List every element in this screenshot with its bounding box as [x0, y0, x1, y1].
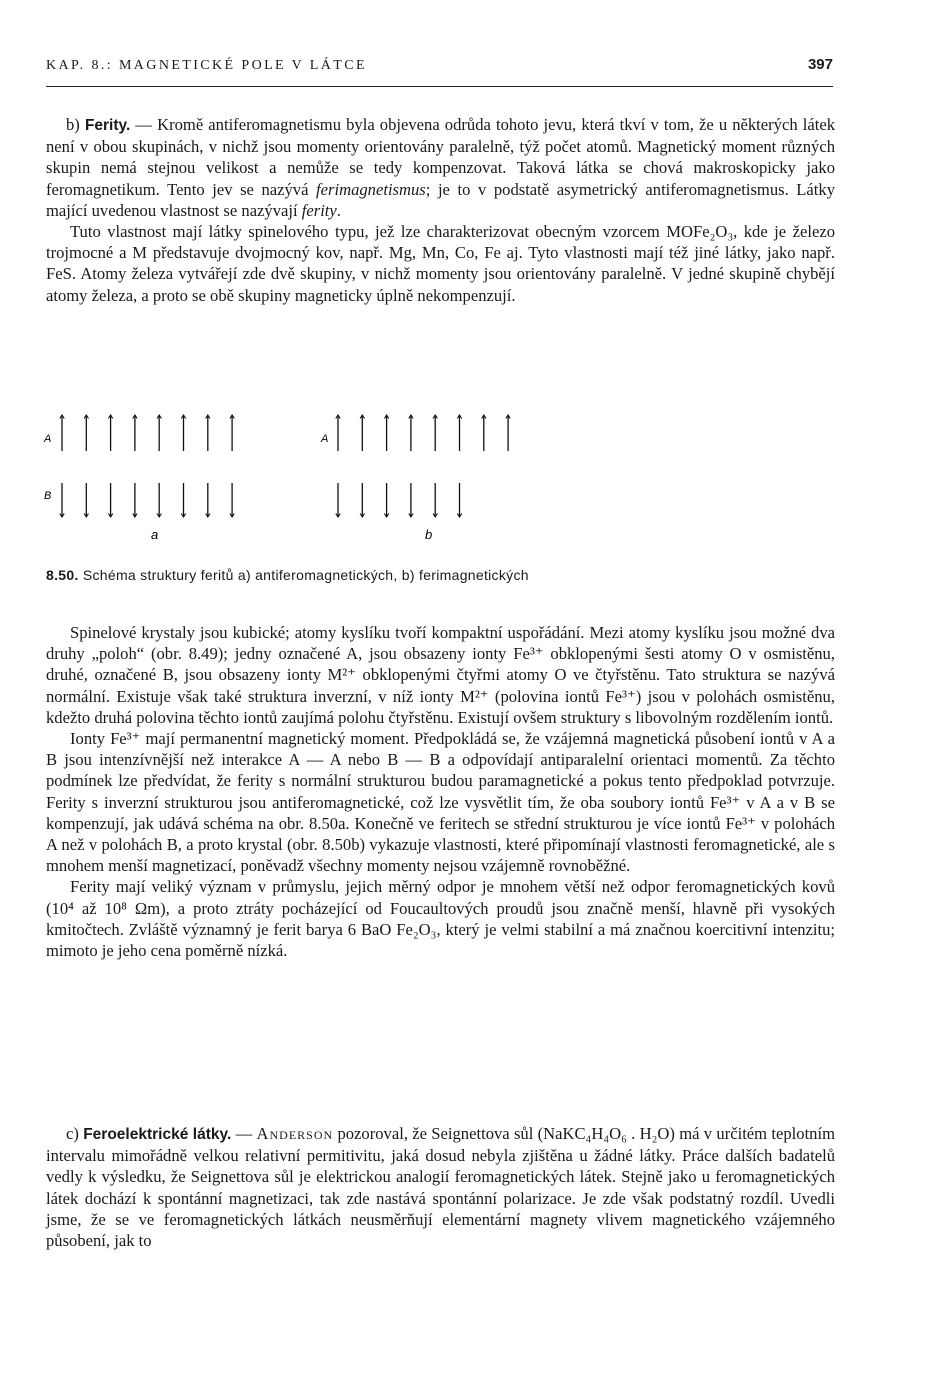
- text-run: —: [231, 1124, 257, 1143]
- running-head: KAP. 8.: MAGNETICKÉ POLE V LÁTCE: [46, 58, 367, 73]
- spin-up-arrow-b: [360, 415, 364, 451]
- section-feroelektricke: [46, 1123, 835, 1251]
- spin-up-arrow-b: [384, 415, 388, 451]
- text-run: — Kromě antiferomagnetismu byla objevena odrůda tohoto jevu, která tkví v tom, že u některých látek není v obou skupinách, v nichž jsou momenty orientovány paralelně, týž počet atomů. Magnetický moment různých skupin nemá stejnou velikost a nemůže se tedy kompenzovat. Taková látka se chová makroskopicky jako feromagnetikum. Tento jev se nazývá: [46, 115, 835, 199]
- spin-down-arrow-b: [384, 483, 388, 517]
- section-heading: Feroelektrické látky.: [83, 1126, 232, 1143]
- spin-down-arrow-b: [336, 483, 340, 517]
- section-ferity: [46, 114, 835, 306]
- spin-down-arrow-a: [230, 483, 234, 517]
- label-a-row-right: A: [321, 433, 329, 445]
- spin-up-arrow-a: [60, 415, 64, 451]
- figure-caption: [46, 567, 529, 583]
- spin-down-arrow-a: [157, 483, 161, 517]
- page-number: 397: [807, 56, 833, 73]
- section-label: c): [66, 1124, 84, 1143]
- spin-down-arrow-b: [409, 483, 413, 517]
- paragraph: Spinelové krystaly jsou kubické; atomy kyslíku tvoří kompaktní uspořádání. Mezi atomy kyslíku jsou možné dva druhy „poloh“ (obr. 8.49); jedny označené A, jsou obsazeny ionty Fe³⁺ obklopenými šesti atomy O v osmistěnu, druhé, označené B, jsou obsazeny ionty M²⁺ obklopenými čtyřmi atomy O ve čtyřstěnu. Tato struktura se nazývá normální. Existuje však také struktura inverzní, v níž ionty M²⁺ (polovina iontů Fe³⁺) jsou v polohách osmistěnu, kdežto druhá polovina těchto iontů zaujímá polohu čtyřstěnu. Existují ovšem struktury s libovolným rozdělením iontů.: [46, 623, 835, 727]
- spin-down-arrow-b: [457, 483, 461, 517]
- spin-down-arrow-a: [206, 483, 210, 517]
- label-a-row-left: A: [44, 433, 52, 445]
- spin-down-arrow-b: [360, 483, 364, 517]
- author-name: Anderson: [256, 1124, 334, 1143]
- text-run: ; je to v podstatě asymetrický antiferomagnetismus. Látky mající uvedenou vlastnost se nazývají: [46, 179, 836, 220]
- sublabel-b: b: [425, 527, 433, 542]
- spin-up-arrow-b: [409, 415, 413, 451]
- caption-number: 8.50.: [46, 567, 79, 583]
- spin-down-arrow-a: [84, 483, 88, 517]
- paragraph: Tuto vlastnost mají látky spinelového typu, jež lze charakterizovat obecným vzorcem MOFe₂O₃, kde je železo trojmocné a M představuje dvojmocný kov, např. Mg, Mn, Co, Fe aj. Tyto vlastnosti mají též jiné látky, jako např. FeS. Atomy železa vytvářejí zde dvě skupiny, v nichž momenty jsou orientovány paralelně. V jedné skupině chybějí atomy železa, a proto se obě skupiny magneticky úplně nekompenzují.: [46, 222, 835, 305]
- page-header: [46, 54, 833, 87]
- spin-up-arrow-a: [84, 415, 88, 451]
- spin-up-arrow-b: [506, 415, 510, 451]
- spin-up-arrow-b: [336, 415, 340, 451]
- term-ferity: ferity: [301, 200, 337, 220]
- spin-down-arrow-a: [133, 483, 137, 517]
- section-heading: Ferity.: [84, 117, 131, 134]
- spin-up-arrow-a: [108, 415, 112, 451]
- section-label: b): [66, 115, 85, 134]
- caption-text: Schéma struktury feritů a) antiferomagnetických, b) ferimagnetických: [78, 567, 529, 583]
- spin-up-arrow-a: [157, 415, 161, 451]
- text-run: pozoroval, že Seignettova sůl (NaKC₄H₄O₆ . H₂O) má v určitém teplotním intervalu mimořádně velkou relativní permitivitu, jaká dosud nebyla zjištěna u žádné látky. Práce dalších badatelů vedly k výsledku, že Seignettova sůl je elektrickou analogií feromagnetických látek. Stejně jako u feromagnetických látek dochází k spontánní magnetizaci, tak zde nastává spontánní polarizace. Je zde však podstatný rozdíl. Uvedli jsme, že se ve feromagnetických látkách neusměrňují elementární magnety vlivem magnetického vzájemného působení, jak to: [46, 1124, 835, 1251]
- paragraph: [46, 1123, 835, 1251]
- spin-up-arrow-b: [482, 415, 486, 451]
- spin-schema: [40, 405, 600, 555]
- paragraph: Ionty Fe³⁺ mají permanentní magnetický moment. Předpokládá se, že vzájemná magnetická působení iontů v A a B jsou intenzívnější než interakce A — A nebo B — B a odpovídají antiparalelní orientaci momentů. Za těchto podmínek lze předvídat, že ferity s normální strukturou budou paramagnetické a pokus tento předpoklad potvrzuje. Ferity s inverzní strukturou jsou antiferomagnetické, což lze vysvětlit tím, že oba soubory iontů Fe³⁺ v A a v B se kompenzují, jak udává schéma na obr. 8.50a. Konečně ve feritech se střední strukturou je více iontů Fe³⁺ v polohách A než v polohách B, a proto krystal (obr. 8.50b) vykazuje vlastnosti, které připomínají vlastnosti feromagnetické, ale s mnohem menší magnetizací, poněvadž všechny momenty nejsou vzájemně rovnoběžné.: [46, 729, 835, 876]
- body-text: [46, 622, 835, 961]
- label-b-row-left: B: [44, 490, 52, 502]
- sublabel-a: a: [151, 527, 159, 542]
- text-run: .: [336, 200, 341, 220]
- spin-up-arrow-a: [230, 415, 234, 451]
- spin-down-arrow-b: [433, 483, 437, 517]
- spin-down-arrow-a: [108, 483, 112, 517]
- spin-up-arrow-b: [433, 415, 437, 451]
- paragraph: [46, 114, 835, 221]
- spin-down-arrow-a: [60, 483, 64, 517]
- spin-down-arrow-a: [181, 483, 185, 517]
- figure-8-50: [40, 405, 600, 555]
- spin-up-arrow-a: [181, 415, 185, 451]
- term-ferimagnetismus: ferimagnetismus: [316, 179, 426, 199]
- spin-up-arrow-a: [206, 415, 210, 451]
- paragraph: Ferity mají veliký význam v průmyslu, jejich měrný odpor je mnohem větší než odpor feromagnetických kovů (10⁴ až 10⁸ Ωm), a proto ztráty pocházející od Foucaultových proudů jsou značně menší, hlavně při vysokých kmitočtech. Zvláště významný je ferit barya 6 BaO Fe₂O₃, který je velmi stabilní a má značnou koercitivní intenzitu; mimoto je jeho cena poměrně nízká.: [46, 877, 835, 961]
- spin-up-arrow-a: [133, 415, 137, 451]
- spin-up-arrow-b: [457, 415, 461, 451]
